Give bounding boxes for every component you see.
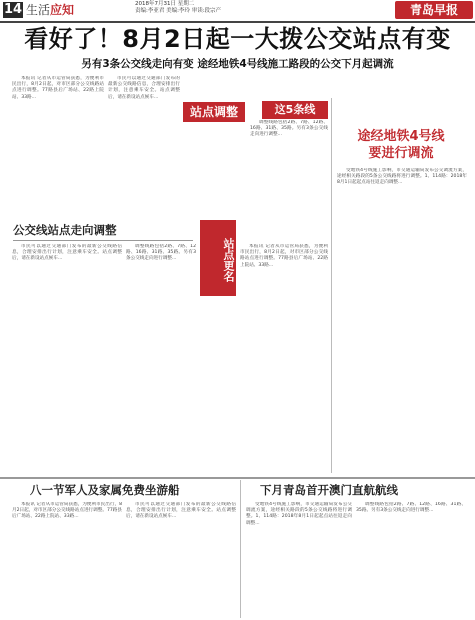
station-column-3-text: 本报讯 记者从市运管局获悉，为便利市民出行，8月2日起，对市区部分公交线路站点进行调整。77路县后广场站、22路上院站、33路... bbox=[240, 244, 328, 268]
section-title bbox=[26, 2, 74, 18]
bus-column-1-text: 本报讯 记者从市运管局获悉，为便利市民出行，8月2日起，对市区部分公交线路站点进行调整。77路县后广场站、22路上院站、33路... bbox=[12, 502, 122, 520]
column-2-text: 市民可以通过交通部门发布的最新公交线路信息，合理安排出行计划，注意乘车安全。站点调整后，请在新设站点候车... bbox=[108, 76, 180, 100]
station-column-2 bbox=[126, 244, 196, 472]
editor-line: 责编:李亚君 美编:李玲 审读:段宗产 bbox=[135, 8, 222, 14]
headline: 看好了！8月2日起一大拨公交站点有变 bbox=[24, 25, 451, 53]
bus-column-2-text: 市民可以通过交通部门发布的最新公交线路信息，合理安排出行计划，注意乘车安全。站点调整后，请在新设站点候车... bbox=[126, 502, 236, 520]
lane-column-1-text: 受地铁4号线施工影响，市交通运输局发布公交调流方案，途经相关路段的5条公交线路将进行调整。1、114路：2018年8月1日起起点站往返走向调整... bbox=[246, 502, 352, 526]
article-column-3 bbox=[250, 120, 328, 215]
tag-stop-adjust: 站点调整 bbox=[183, 102, 245, 122]
right-article-text: 受地铁4号线施工影响，市交通运输局发布公交调流方案，途经相关路段的5条公交线路将进行调整。1、114路：2018年8月1日起起点站往返走向调整... bbox=[337, 168, 467, 186]
page-number: 14 bbox=[3, 2, 23, 17]
section-heading-station: 公交线站点走向调整 bbox=[13, 222, 193, 241]
station-column-1 bbox=[12, 244, 122, 472]
page-header bbox=[0, 0, 475, 20]
station-column-1-text: 市民可以通过交通部门发布的最新公交线路信息，合理安排出行计划，注意乘车安全。站点调整后，请在新设站点候车... bbox=[12, 244, 122, 262]
section-name: 生活 bbox=[26, 3, 51, 17]
bus-column-1 bbox=[12, 502, 122, 614]
lead-paragraph: 本报讯 记者从市运管局获悉，为便利市民出行，8月2日起，对市区部分公交线路站点进行调整。77路县后广场站、22路上院站、33路... bbox=[12, 76, 104, 100]
bottom-column-divider bbox=[240, 480, 241, 618]
header-rule bbox=[0, 21, 475, 23]
right-subtitle-line-1: 途经地铁4号线 bbox=[357, 129, 445, 144]
bus-column-2 bbox=[126, 502, 236, 614]
tag-route5: 这5条线 bbox=[262, 101, 328, 119]
lane-column-1 bbox=[246, 502, 352, 614]
date-text: 2018年7月31日 星期二 bbox=[135, 1, 195, 7]
subheadline: 另有3条公交线走向有变 途经地铁4号线施工路段的公交下月起调流 bbox=[81, 58, 394, 70]
section-accent: 应知 bbox=[50, 3, 75, 17]
dateline bbox=[135, 1, 221, 15]
newspaper-logo: 青岛早报 bbox=[395, 1, 473, 19]
lane-column-2-text: 调整线路包括2路、7路、12路、16路、31路、35路。另有3条公交线走向进行调整... bbox=[356, 502, 466, 514]
right-subtitle-line-2: 要进行调流 bbox=[368, 146, 434, 161]
column-divider bbox=[331, 98, 332, 473]
section-heading-bus: 八一节军人及家属免费坐游船 bbox=[30, 483, 180, 497]
station-column-2-text: 调整线路包括2路、7路、12路、16路、31路、35路。另有3条公交线走向进行调整... bbox=[126, 244, 196, 262]
station-column-3 bbox=[240, 244, 328, 472]
right-subtitle bbox=[335, 128, 467, 162]
article-column-2 bbox=[108, 76, 180, 216]
right-article bbox=[337, 168, 467, 473]
article-column-1 bbox=[12, 76, 104, 216]
tag-station-rename: 站点更名 bbox=[200, 220, 236, 296]
section-heading-lane: 下月青岛首开澳门直航航线 bbox=[260, 483, 398, 497]
section-separator bbox=[0, 477, 475, 479]
lane-column-2 bbox=[356, 502, 466, 614]
column-3-text: 调整线路包括2路、7路、12路、16路、31路、35路。另有3条公交线走向进行调整... bbox=[250, 120, 328, 138]
